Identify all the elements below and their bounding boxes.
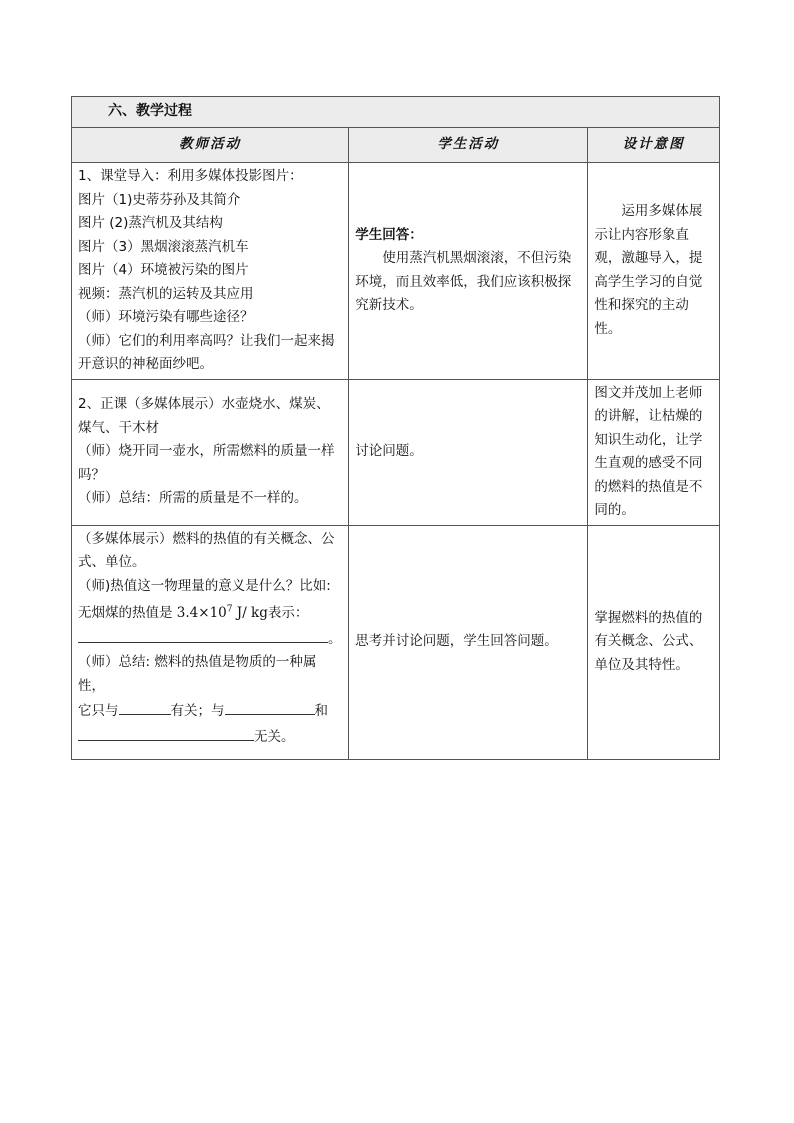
teaching-process-table <box>71 96 720 760</box>
student-activity-cell <box>349 163 588 380</box>
student-activity-text: 讨论问题。 <box>355 443 423 460</box>
answer-blank <box>78 724 254 741</box>
teacher-line: 视频：蒸汽机的运转及其应用 <box>78 285 254 302</box>
student-activity-cell <box>349 525 588 759</box>
answer-blank-line <box>78 626 342 652</box>
fill-blank-line <box>78 698 342 724</box>
teacher-line: 2、正课（多媒体展示）水壶烧水、煤炭、煤气、干木材 <box>78 396 330 436</box>
student-activity-text: 思考并讨论问题，学生回答问题。 <box>355 633 558 650</box>
student-activity-cell <box>349 379 588 525</box>
design-intent-text: 掌握燃料的热值的有关概念、公式、单位及其特性。 <box>594 609 703 673</box>
design-intent-text: 图文并茂加上老师的讲解，让枯燥的知识生动化，让学生直观的感受不同的燃料的热值是不同的。 <box>594 384 703 518</box>
section-title-row <box>72 97 720 128</box>
teacher-line: 图片（1)史蒂芬孙及其简介 <box>78 191 241 208</box>
teacher-line: （师）烧开同一壶水，所需燃料的质量一样吗？ <box>78 443 335 483</box>
header-teacher-activity: 教师活动 <box>72 128 349 163</box>
teacher-line: （师）总结：所需的质量是不一样的。 <box>78 490 308 507</box>
teacher-line: 图片（3）黑烟滚滚蒸汽机车 <box>78 238 249 255</box>
table-row <box>72 525 720 759</box>
coal-mantissa: 3.4×10 <box>176 605 227 621</box>
fill-blank-line <box>78 724 342 750</box>
answer-blank <box>78 626 328 643</box>
teacher-line: （师）它们的利用率高吗？让我们一起来揭开意识的神秘面纱吧。 <box>78 332 335 372</box>
teacher-activity-cell <box>72 163 349 380</box>
teacher-line: （师)热值这一物理量的意义是什么？比如: <box>78 577 331 594</box>
teacher-line: （师）总结: 燃料的热值是物质的一种属性， <box>78 654 317 694</box>
teacher-activity-cell <box>72 379 349 525</box>
coal-heat-value-line <box>78 602 342 626</box>
section-title: 六、教学过程 <box>72 97 720 128</box>
teacher-line: （师）环境污染有哪些途径？ <box>78 309 254 325</box>
table-row <box>72 379 720 525</box>
lesson-process-sheet <box>71 96 720 760</box>
unrelated-text: 无关。 <box>254 728 295 745</box>
answer-blank <box>225 698 315 715</box>
header-student-activity: 学生活动 <box>349 128 588 163</box>
related-text: 有关；与 <box>170 703 225 719</box>
teacher-line: （多媒体展示）燃料的热值的有关概念、公式、单位。 <box>78 530 335 570</box>
design-intent-cell <box>588 163 720 380</box>
coal-exponent: 7 <box>226 604 233 615</box>
header-design-intent: 设计意图 <box>588 128 720 163</box>
teacher-line: 图片 (2)蒸汽机及其结构 <box>78 215 223 231</box>
answer-blank <box>119 698 171 715</box>
teacher-activity-cell <box>72 525 349 759</box>
only-with-text: 它只与 <box>78 703 119 719</box>
teacher-line: 1、课堂导入：利用多媒体投影图片： <box>78 168 303 184</box>
table-row <box>72 163 720 380</box>
coal-prefix: 无烟煤的热值是 <box>78 605 173 621</box>
student-answer-text: 使用蒸汽机黑烟滚滚，不但污染环境，而且效率低，我们应该积极探究新技术。 <box>355 250 572 314</box>
design-intent-text: 运用多媒体展示让内容形象直观，激趣导入，提高学生学习的自觉性和探究的主动性。 <box>594 203 703 337</box>
teacher-line: 图片（4）环境被污染的图片 <box>78 262 249 278</box>
and-text: 和 <box>314 703 328 719</box>
header-row <box>72 128 720 163</box>
design-intent-cell <box>588 525 720 759</box>
design-intent-cell <box>588 379 720 525</box>
end-mark: 。 <box>328 630 342 647</box>
coal-unit: J/ kg <box>236 605 268 621</box>
coal-suffix: 表示： <box>267 605 309 621</box>
student-answer-label: 学生回答： <box>355 226 423 243</box>
